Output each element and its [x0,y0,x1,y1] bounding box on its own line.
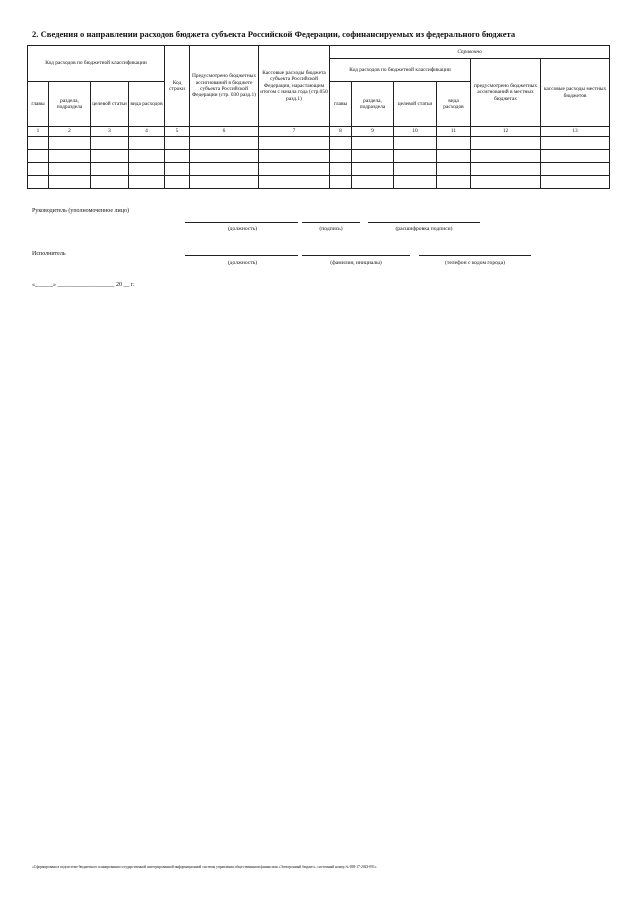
column-number: 6 [190,127,259,137]
column-number: 2 [49,127,91,137]
header-sub: раздела, подраздела [352,82,394,127]
section-title: 2. Сведения о направлении расходов бюджета субъекта Российской Федерации, софинансируемых из федерального бюджета [32,29,516,39]
expenditure-table [27,45,610,189]
head-label: Руководитель (уполномоченное лицо) [32,208,129,214]
header-planned-local: предусмотрено бюджетных ассигнований в местных бюджетах [471,59,541,127]
head-name-line [368,222,480,223]
caption-position: (должность) [227,226,258,232]
header-kbk-local: Код расходов по бюджетной классификации [330,59,471,82]
header-planned: Предусмотрено бюджетных ассигнований в бюджете субъекта Российской Федерации (стр. 030 разд.1) [190,46,259,127]
footer-note: «Сформирована в подсистеме бюджетного планирования государственной интегрированной информационной системы управления общественными финансами «Электронный бюджет», системный номер № 698-17-2023-091» [32,865,377,869]
column-number: 13 [541,127,610,137]
header-sub: раздела, подраздела [49,82,91,127]
column-number: 3 [91,127,129,137]
header-sub: главы [330,82,352,127]
executor-label: Исполнитель [32,251,66,257]
column-number: 4 [129,127,165,137]
header-sub: главы [28,82,49,127]
caption-phone: (телефон с кодом города) [445,260,505,266]
table-row [28,176,610,189]
column-number: 9 [352,127,394,137]
caption-name: (фамилия, инициалы) [330,260,382,266]
caption-signature-name: (расшифровка подписи) [395,226,453,232]
executor-name-line [302,255,410,256]
column-number: 10 [394,127,437,137]
header-kbk: Код расходов по бюджетной классификации [28,46,165,82]
caption-signature: (подпись) [319,226,343,232]
header-sub: целевой статьи [91,82,129,127]
header-reference: Справочно [330,46,610,59]
column-number: 7 [259,127,330,137]
caption-position: (должность) [227,260,258,266]
column-number: 12 [471,127,541,137]
header-line-code: Код строки [165,46,190,127]
date-line: «______» ___________________ 20 __ г. [32,282,135,288]
table-row [28,137,610,150]
head-signature-line [302,222,360,223]
column-number: 11 [437,127,471,137]
executor-position-line [185,255,298,256]
executor-phone-line [419,255,531,256]
header-sub: вида расходов [437,82,471,127]
header-sub: целевой статьи [394,82,437,127]
table-row [28,150,610,163]
table-row [28,163,610,176]
header-cash: Кассовые расходы бюджета субъекта Российской Федерации, нарастающим итогом с начала года (стр.050 разд.1) [259,46,330,127]
column-number: 5 [165,127,190,137]
column-number: 8 [330,127,352,137]
header-cash-local: кассовые расходы местных бюджетов [541,59,610,127]
header-sub: вида расходов [129,82,165,127]
column-number: 1 [28,127,49,137]
head-position-line [185,222,298,223]
